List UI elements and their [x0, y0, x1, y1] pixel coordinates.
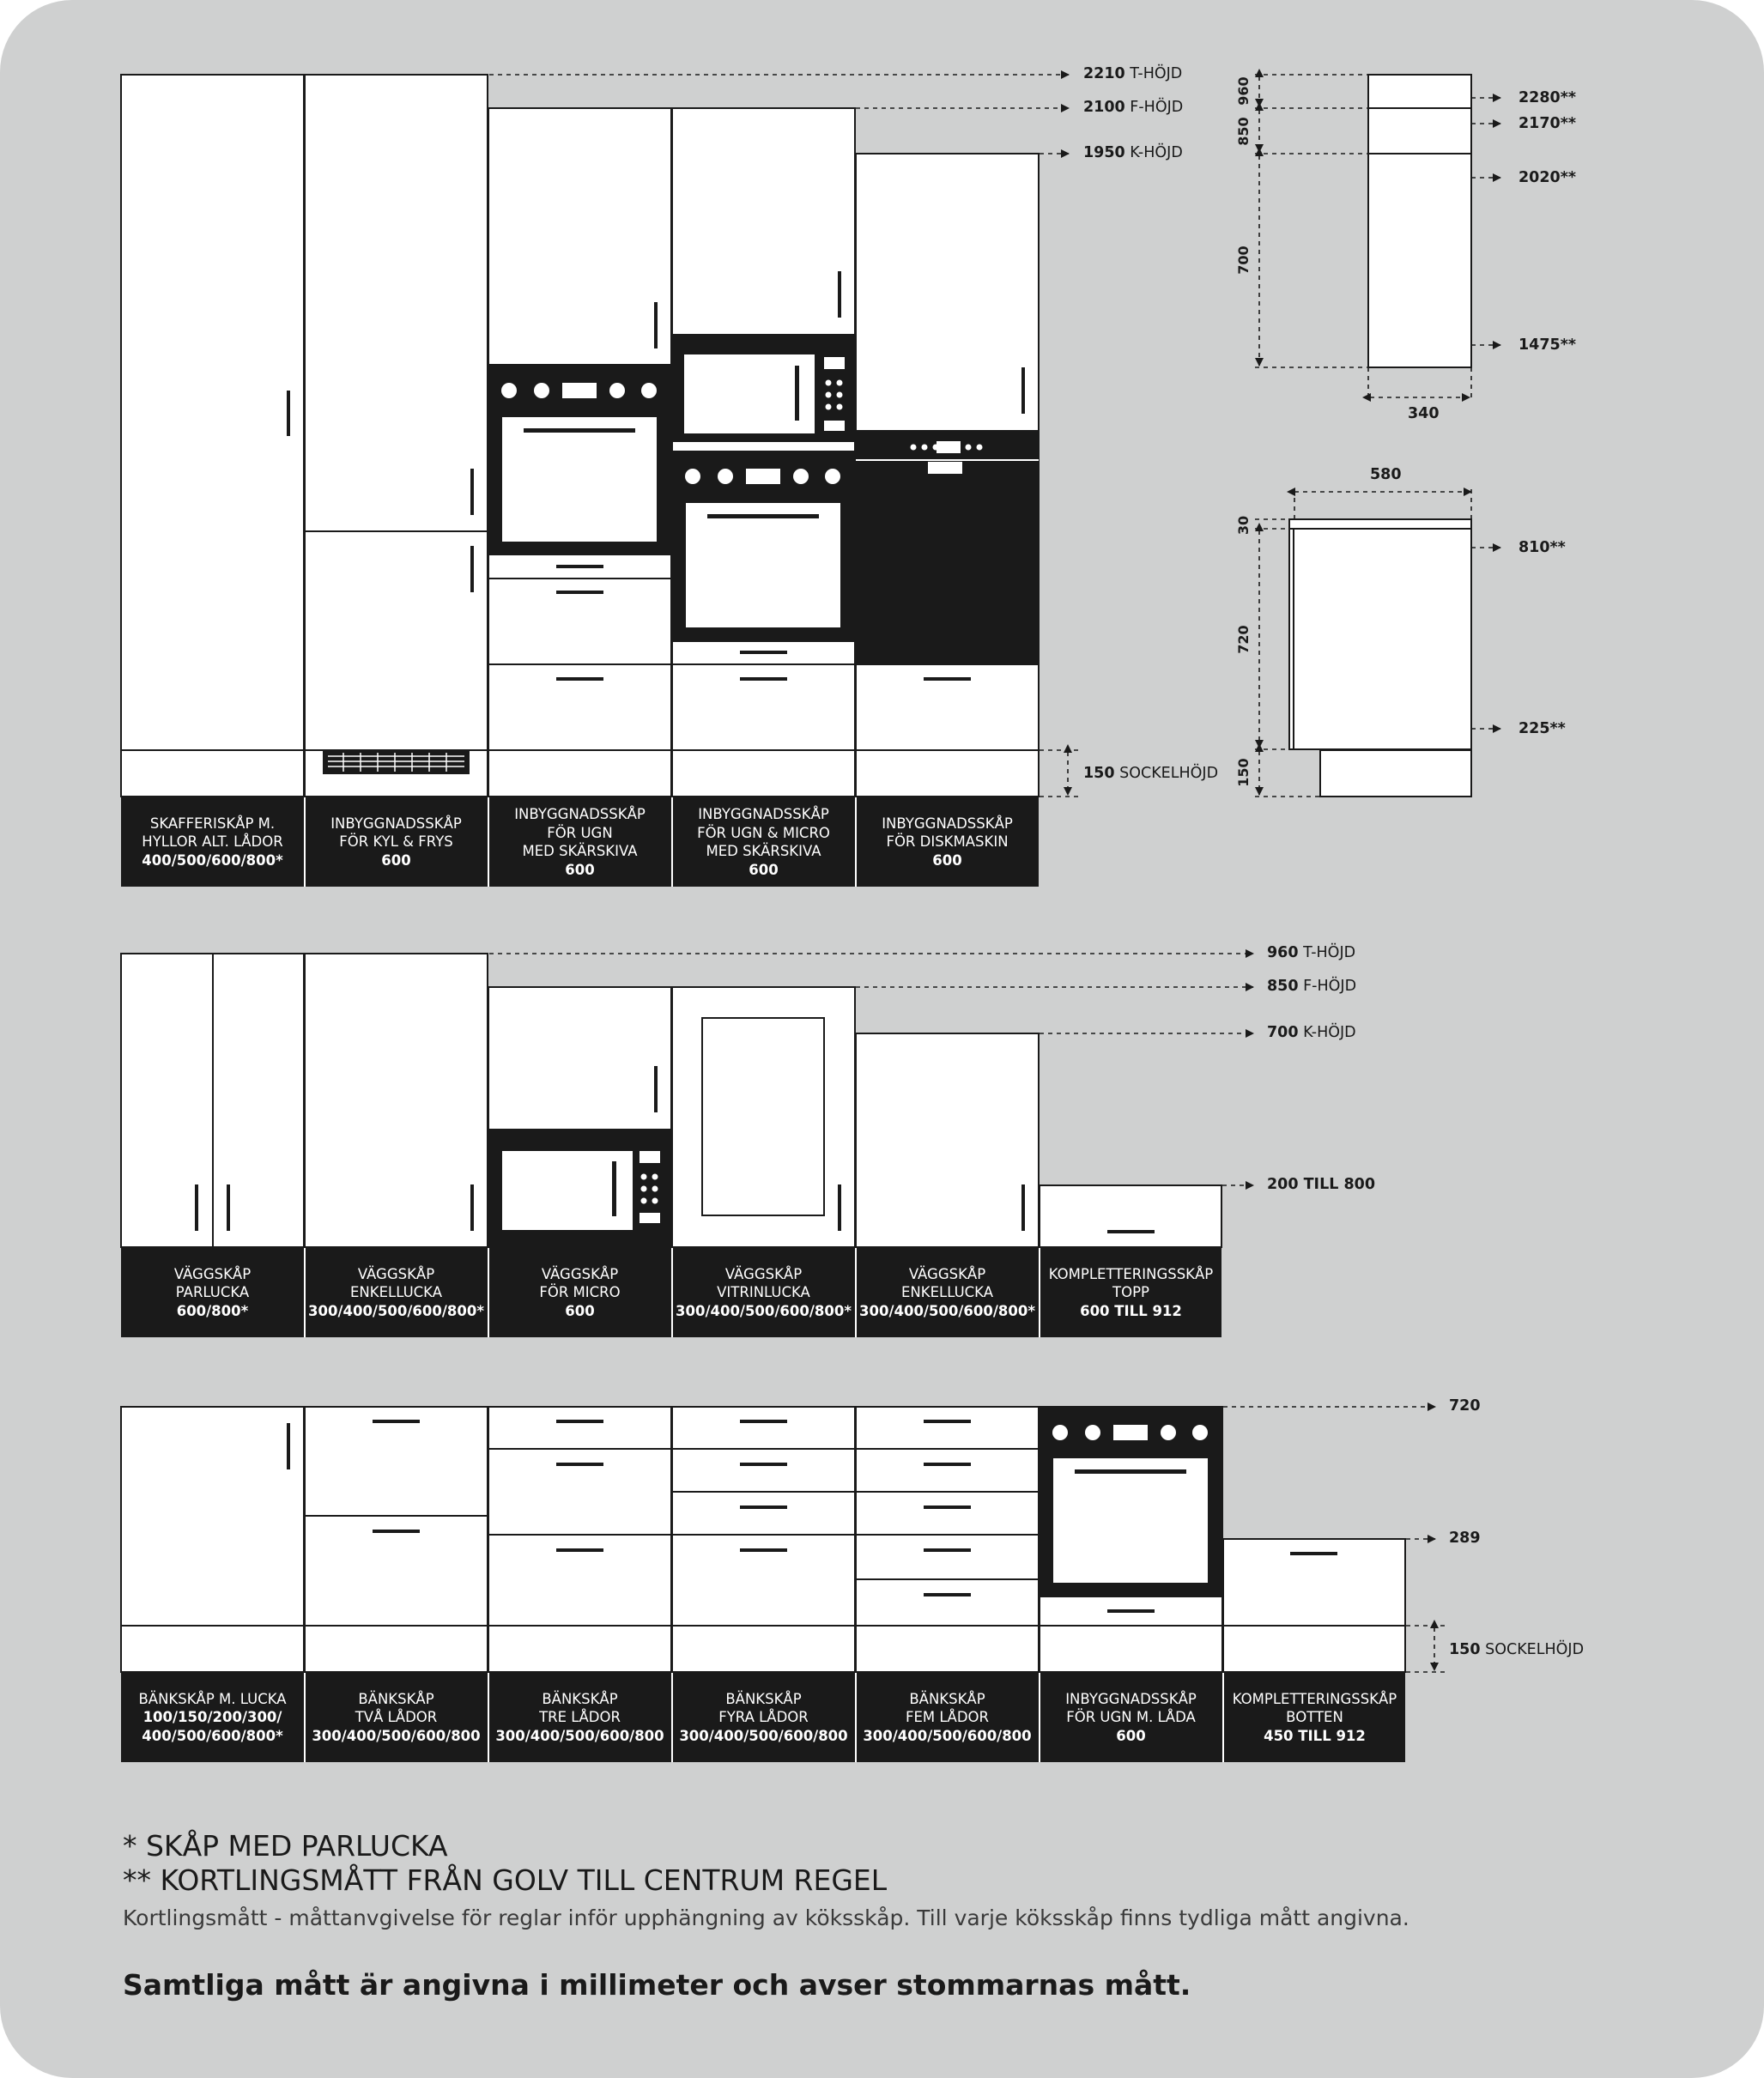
label-sizes: 300/400/500/600/800*: [676, 1302, 852, 1319]
label-line: KOMPLETTERINGSSKÅP: [1048, 1265, 1214, 1282]
label-sizes: 600: [749, 861, 779, 878]
label-oven-micro: [672, 797, 855, 887]
label-wall-glass: [672, 1248, 855, 1337]
label-wall-single-2: [856, 1248, 1039, 1337]
pantry-cabinet: [121, 75, 304, 750]
dim-side-h1: 960: [1235, 76, 1252, 106]
label-base-oven: [1040, 1673, 1222, 1762]
label-wall-micro: [488, 1248, 671, 1337]
label-line: FÖR UGN M. LÅDA: [1066, 1709, 1196, 1726]
plinth: [488, 1626, 671, 1672]
plinth: [672, 750, 855, 797]
label-line: INBYGGNADSSKÅP: [698, 806, 829, 822]
label-dishwasher: [856, 797, 1039, 887]
label-wall-single: [305, 1248, 488, 1337]
plinth: [1040, 1626, 1222, 1672]
label-oven: [488, 797, 671, 887]
glass-panel: [702, 1018, 824, 1215]
label-sizes: 400/500/600/800*: [142, 1727, 283, 1744]
dim-side-r2: 2170**: [1518, 115, 1577, 132]
dim-t-height: 2210 T-HÖJD: [1083, 65, 1183, 82]
label-line: BÄNKSKÅP: [542, 1690, 618, 1707]
label-line: HYLLOR ALT. LÅDOR: [142, 833, 283, 851]
label-sizes: 600: [565, 861, 595, 878]
label-line: VÄGGSKÅP: [357, 1265, 435, 1282]
label-base-5: [856, 1673, 1039, 1762]
freezer-cabinet: [305, 531, 488, 750]
dim-side-h2: 850: [1235, 117, 1252, 146]
label-line: MED SKÄRSKIVA: [706, 843, 821, 859]
side-view-base: [1289, 519, 1471, 797]
label-line: BÄNKSKÅP: [358, 1690, 434, 1707]
label-sizes: 300/400/500/600/800: [679, 1727, 848, 1744]
note-kortlingsmatt: ** KORTLINGSMÅTT FRÅN GOLV TILL CENTRUM REGEL: [123, 1863, 888, 1897]
label-sizes: 600/800*: [176, 1302, 249, 1319]
label-sizes: 600: [1116, 1727, 1146, 1744]
dim-wall-extra: 200 TILL 800: [1267, 1176, 1375, 1193]
label-line: FÖR UGN & MICRO: [697, 824, 830, 841]
label-line: KOMPLETTERINGSSKÅP: [1232, 1690, 1397, 1707]
side-view-tall: [1368, 75, 1471, 367]
label-line: FEM LÅDOR: [905, 1709, 990, 1726]
label-sizes: 300/400/500/600/800: [312, 1727, 481, 1744]
fridge-cabinet: [305, 75, 488, 531]
note-description: Kortlingsmått - måttanvgivelse för reglar inför upphängning av köksskåp. Till varje köksskåp finns tydliga mått angivna.: [123, 1905, 1409, 1930]
dim-side-base-r2: 225**: [1518, 720, 1566, 737]
plinth: [305, 1626, 488, 1672]
label-line: INBYGGNADSSKÅP: [882, 815, 1013, 832]
label-wall-double: [121, 1248, 304, 1337]
dim-base-top: 720: [1449, 1397, 1481, 1415]
label-line: ENKELLUCKA: [901, 1284, 993, 1301]
label-sizes: 300/400/500/600/800*: [308, 1302, 484, 1319]
dim-wall-t: 960 T-HÖJD: [1267, 944, 1356, 961]
label-line: VITRINLUCKA: [717, 1284, 810, 1301]
wall-cabinet-single: [856, 1033, 1039, 1247]
label-line: BÄNKSKÅP: [725, 1690, 802, 1707]
dim-side-base-r1: 810**: [1518, 539, 1566, 556]
label-line: MED SKÄRSKIVA: [522, 843, 638, 859]
wall-cabinets-row: [121, 954, 1221, 1247]
plinth: [121, 750, 304, 797]
label-line: TOPP: [1112, 1284, 1149, 1301]
base-cabinets-row: [121, 1407, 1405, 1672]
dim-side-r1: 2280**: [1518, 89, 1577, 106]
label-line: VÄGGSKÅP: [173, 1265, 252, 1282]
label-sizes: 300/400/500/600/800: [863, 1727, 1032, 1744]
label-sizes: 600 TILL 912: [1080, 1302, 1182, 1319]
label-line: VÄGGSKÅP: [908, 1265, 986, 1282]
label-line: FÖR MICRO: [539, 1284, 621, 1301]
label-line: FÖR KYL & FRYS: [339, 833, 453, 851]
plinth: [121, 1626, 304, 1672]
dim-sockel: 150 SOCKELHÖJD: [1083, 765, 1219, 782]
plinth: [488, 750, 671, 797]
note-parlucka: * SKÅP MED PARLUCKA: [123, 1829, 448, 1863]
dim-side-base-h3: 150: [1235, 758, 1252, 787]
dim-wall-k: 700 K-HÖJD: [1267, 1024, 1356, 1041]
base-cabinet-5-drawers: [856, 1407, 1039, 1626]
label-fridge: [305, 797, 488, 887]
plinth: [1223, 1626, 1405, 1672]
label-sizes: 600: [381, 851, 411, 869]
label-line: VÄGGSKÅP: [724, 1265, 803, 1282]
dim-side-base-h1: 30: [1235, 515, 1252, 536]
label-line: BOTTEN: [1286, 1709, 1343, 1726]
dim-k-height: 1950 K-HÖJD: [1083, 144, 1183, 161]
label-line: PARLUCKA: [175, 1284, 250, 1301]
label-sizes: 450 TILL 912: [1264, 1727, 1366, 1744]
dim-wall-f: 850 F-HÖJD: [1267, 978, 1357, 995]
label-sizes: 300/400/500/600/800*: [859, 1302, 1035, 1319]
label-top-filler: [1040, 1248, 1222, 1337]
wall-cabinet-single: [305, 954, 488, 1247]
label-line: SKAFFERISKÅP M.: [149, 815, 276, 832]
label-line: INBYGGNADSSKÅP: [330, 815, 462, 832]
label-line: INBYGGNADSSKÅP: [514, 806, 646, 822]
label-line: BÄNKSKÅP M. LUCKA: [138, 1690, 287, 1707]
base-cabinet-3-drawers: [488, 1407, 671, 1626]
dim-side-base-h2: 720: [1235, 625, 1252, 654]
dim-side-base-depth: 580: [1370, 466, 1402, 483]
label-base-4: [672, 1673, 855, 1762]
label-line: INBYGGNADSSKÅP: [1065, 1690, 1197, 1707]
dim-base-sockel: 150 SOCKELHÖJD: [1449, 1641, 1585, 1658]
dim-side-r3: 2020**: [1518, 169, 1577, 186]
dim-side-depth: 340: [1408, 405, 1440, 422]
label-base-door: [121, 1673, 304, 1762]
dim-base-mid: 289: [1449, 1530, 1481, 1547]
label-line: TRE LÅDOR: [539, 1709, 621, 1726]
dim-side-r4: 1475**: [1518, 336, 1577, 354]
plinth: [856, 1626, 1039, 1672]
label-sizes: 600: [932, 851, 962, 869]
label-line: TVÅ LÅDOR: [355, 1709, 438, 1726]
base-cabinet-4-drawers: [672, 1407, 855, 1626]
note-units: Samtliga mått är angivna i millimeter och avser stommarnas mått.: [123, 1968, 1191, 2002]
label-sizes: 300/400/500/600/800: [495, 1727, 664, 1744]
label-line: ENKELLUCKA: [350, 1284, 442, 1301]
plinth: [672, 1626, 855, 1672]
label-bottom-filler: [1223, 1673, 1406, 1762]
label-line: BÄNKSKÅP: [909, 1690, 985, 1707]
label-base-3: [488, 1673, 671, 1762]
label-line: FÖR DISKMASKIN: [886, 833, 1009, 851]
base-cabinet-door: [121, 1407, 304, 1626]
dim-f-height: 2100 F-HÖJD: [1083, 99, 1184, 116]
label-sizes: 600: [565, 1302, 595, 1319]
label-base-2: [305, 1673, 488, 1762]
label-pantry: [121, 797, 304, 887]
label-line: VÄGGSKÅP: [541, 1265, 619, 1282]
top-filler-cabinet: [1040, 1185, 1221, 1247]
label-sizes: 100/150/200/300/: [142, 1709, 282, 1726]
plinth: [856, 750, 1039, 797]
dim-side-h3: 700: [1235, 245, 1252, 275]
label-sizes: 400/500/600/800*: [142, 851, 283, 869]
label-line: FÖR UGN: [547, 824, 613, 841]
label-line: FYRA LÅDOR: [718, 1709, 809, 1726]
